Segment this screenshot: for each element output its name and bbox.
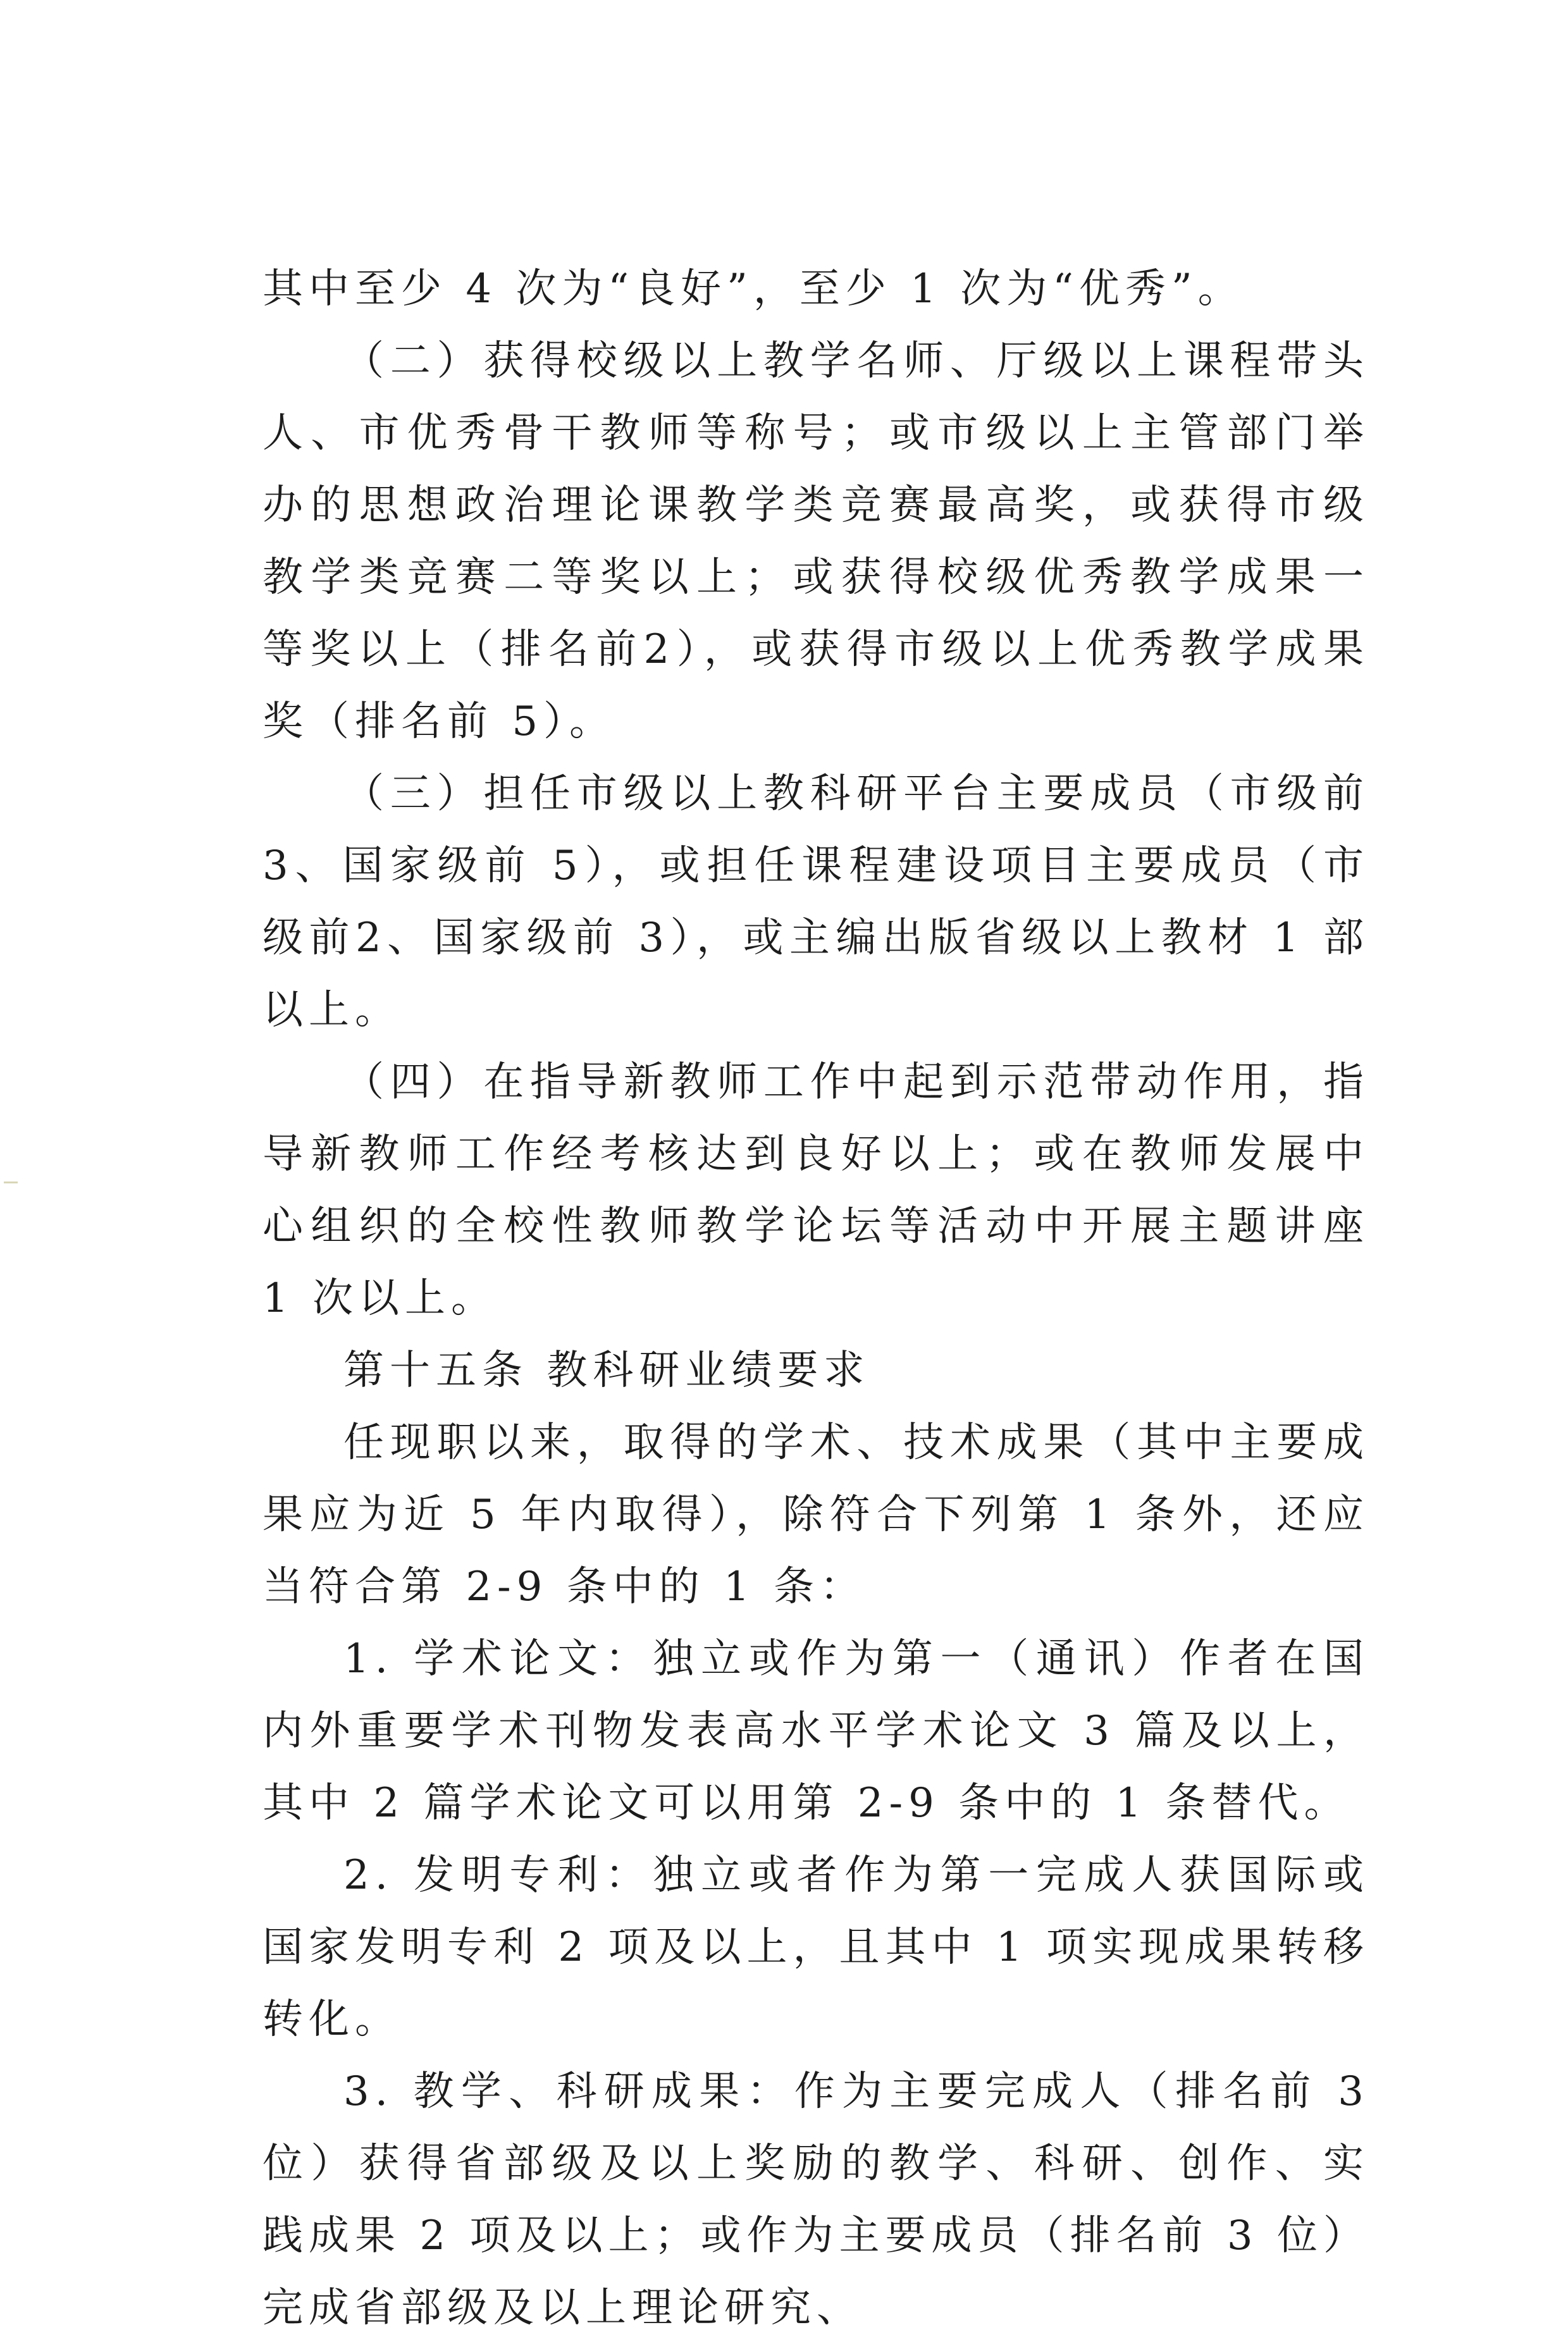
article-heading: 第十五条 教科研业绩要求 — [343, 1347, 870, 1394]
list-item-1: 1. 学术论文：独立或作为第一（通讯）作者在国内外重要学术刊物发表高水平学术论文 3 篇及以上，其中 2 篇学术论文可以用第 2-9 条中的 1 条替代。 — [262, 1636, 1369, 1827]
list-item-2: 2. 发明专利：独立或者作为第一完成人获国际或国家发明专利 2 项及以上，且其中 1 项实现成果转移转化。 — [262, 1852, 1369, 2043]
paragraph-item-4: （四）在指导新教师工作中起到示范带动作用，指导新教师工作经考核达到良好以上；或在教师发展中心组织的全校性教师教学论坛等活动中开展主题讲座 1 次以上。 — [262, 1059, 1369, 1322]
paragraph-item-3: （三）担任市级以上教科研平台主要成员（市级前 3、国家级前 5），或担任课程建设项目主要成员（市级前2、国家级前 3），或主编出版省级以上教材 1 部以上。 — [262, 770, 1369, 1033]
paragraph-intro: 任现职以来，取得的学术、技术成果（其中主要成果应为近 5 年内取得），除符合下列第 1 条外，还应当符合第 2-9 条中的 1 条： — [262, 1419, 1369, 1610]
paragraph-item-2: （二）获得校级以上教学名师、厅级以上课程带头人、市优秀骨干教师等称号；或市级以上主管部门举办的思想政治理论课教学类竞赛最高奖，或获得市级教学类竞赛二等奖以上；或获得校级优秀教学成果一等奖以上（排名前2），或获得市级以上优秀教学成果奖（排名前 5）。 — [262, 338, 1369, 745]
document-body — [262, 253, 1369, 2344]
list-item-3: 3. 教学、科研成果：作为主要完成人（排名前 3 位）获得省部级及以上奖励的教学、科研、创作、实践成果 2 项及以上；或作为主要成员（排名前 3 位）完成省部级及以上理论研究、 — [262, 2068, 1369, 2331]
paragraph-continuation: 其中至少 4 次为“良好”，至少 1 次为“优秀”。 — [262, 266, 1244, 312]
scan-margin-mark — [4, 1181, 18, 1183]
